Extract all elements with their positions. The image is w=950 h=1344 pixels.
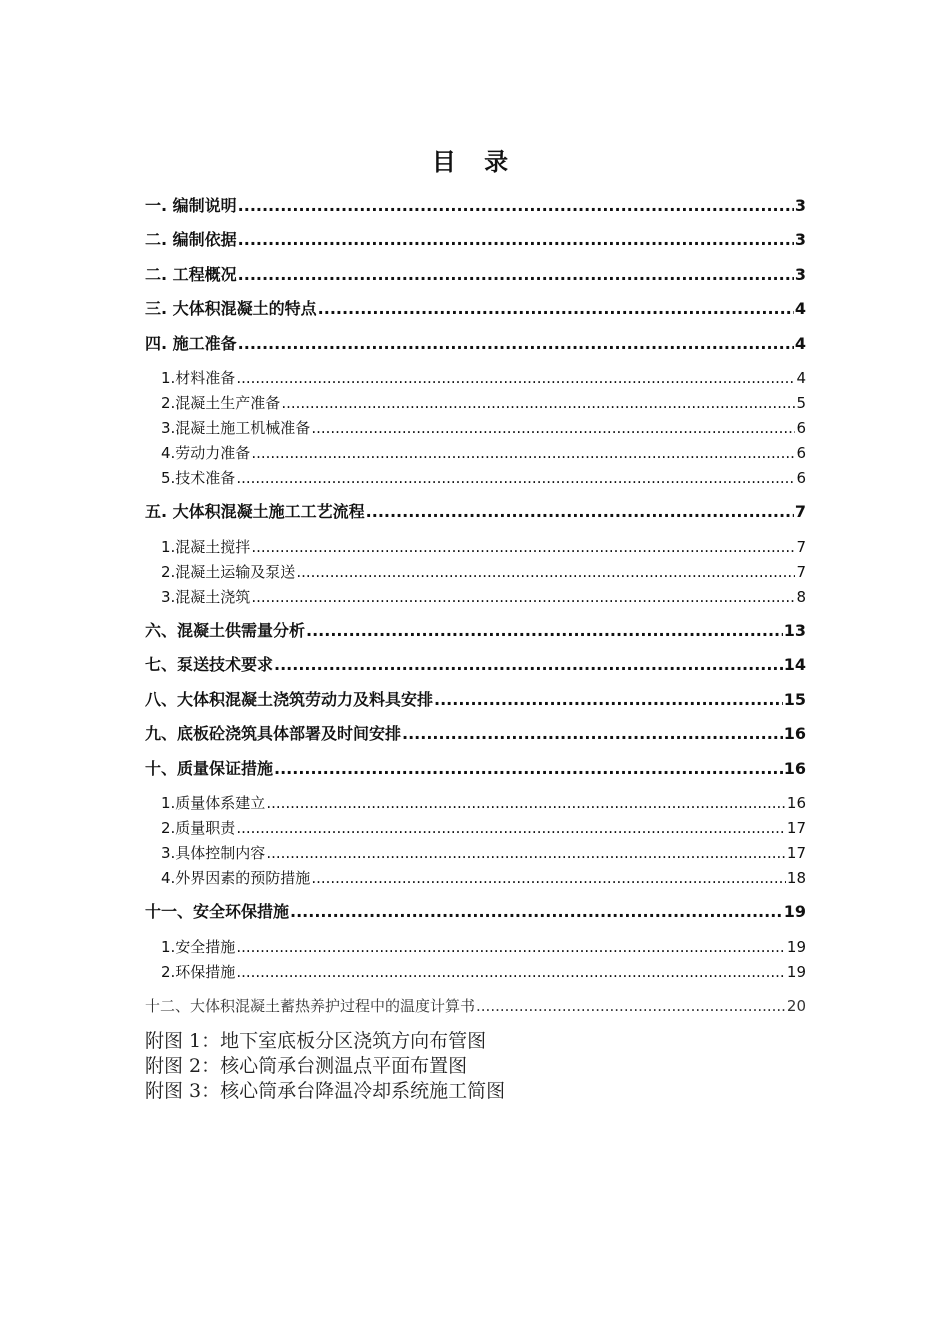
toc-entry-page: 19 xyxy=(786,963,806,981)
toc-entry-label: 1.安全措施 xyxy=(161,938,236,956)
toc-entry-label: 1.质量体系建立 xyxy=(161,794,266,812)
toc-entry-label: 二. 编制依据 xyxy=(145,230,237,249)
toc-leader-dots xyxy=(236,468,795,488)
toc-entry-page: 6 xyxy=(796,419,806,437)
toc-entry[interactable] xyxy=(145,621,806,641)
toc-entry-page: 19 xyxy=(786,938,806,956)
toc-leader-dots xyxy=(306,621,783,641)
toc-entry-label: 2.环保措施 xyxy=(161,963,236,981)
toc-entry-label: 九、底板砼浇筑具体部署及时间安排 xyxy=(145,724,402,743)
toc-subentry[interactable] xyxy=(161,443,806,463)
toc-leader-dots xyxy=(434,690,783,710)
toc-leader-dots xyxy=(236,818,786,838)
toc-subentry[interactable] xyxy=(161,393,806,413)
toc-entry[interactable] xyxy=(145,690,806,710)
toc-leader-dots xyxy=(274,759,783,779)
toc-entry[interactable] xyxy=(145,196,806,216)
toc-leader-dots xyxy=(251,537,795,557)
toc-entry-page: 16 xyxy=(783,759,806,778)
toc-entry-page: 3 xyxy=(794,265,806,284)
toc-entry-page: 17 xyxy=(786,844,806,862)
toc-entry-page: 19 xyxy=(783,902,806,921)
toc-entry-page: 20 xyxy=(786,997,806,1015)
toc-entry-page: 4 xyxy=(794,299,806,318)
toc-entry-label: 八、大体积混凝土浇筑劳动力及料具安排 xyxy=(145,690,434,709)
toc-subentry[interactable] xyxy=(161,868,806,888)
toc-entry-label: 四. 施工准备 xyxy=(145,334,237,353)
toc-entry[interactable] xyxy=(145,265,806,285)
toc-entry-label: 十二、大体积混凝土蓄热养护过程中的温度计算书 xyxy=(145,997,476,1015)
appendix-item: 附图 1：地下室底板分区浇筑方向布管图 xyxy=(145,1030,487,1052)
toc-entry-page: 14 xyxy=(783,655,806,674)
toc-leader-dots xyxy=(236,368,795,388)
toc-entry-page: 13 xyxy=(783,621,806,640)
toc-entry-label: 1.混凝土搅拌 xyxy=(161,538,251,556)
toc-leader-dots xyxy=(274,655,783,675)
toc-leader-dots xyxy=(311,868,786,888)
toc-subentry[interactable] xyxy=(161,562,806,582)
toc-entry[interactable] xyxy=(145,759,806,779)
toc-entry[interactable] xyxy=(145,299,806,319)
toc-leader-dots xyxy=(366,502,794,522)
toc-entry[interactable] xyxy=(145,724,806,744)
toc-entry-page: 16 xyxy=(783,724,806,743)
toc-subentry[interactable] xyxy=(161,962,806,982)
toc-entry-label: 3.混凝土浇筑 xyxy=(161,588,251,606)
toc-entry[interactable] xyxy=(145,230,806,250)
toc-leader-dots xyxy=(251,587,795,607)
toc-entry-label: 3.混凝土施工机械准备 xyxy=(161,419,311,437)
toc-entry-page: 8 xyxy=(796,588,806,606)
toc-leader-dots xyxy=(476,996,786,1016)
toc-entry-label: 2.混凝土生产准备 xyxy=(161,394,281,412)
toc-leader-dots xyxy=(236,962,786,982)
toc-leader-dots xyxy=(290,902,783,922)
toc-entry[interactable] xyxy=(145,655,806,675)
toc-entry-page: 5 xyxy=(796,394,806,412)
toc-entry-label: 三. 大体积混凝土的特点 xyxy=(145,299,317,318)
toc-entry-page: 6 xyxy=(796,469,806,487)
toc-leader-dots xyxy=(236,937,786,957)
appendix-item: 附图 2：核心筒承台测温点平面布置图 xyxy=(145,1055,468,1077)
toc-entry[interactable] xyxy=(145,502,806,522)
toc-subentry[interactable] xyxy=(161,818,806,838)
toc-leader-dots xyxy=(266,843,786,863)
toc-entry-label: 二. 工程概况 xyxy=(145,265,237,284)
toc-entry-page: 18 xyxy=(786,869,806,887)
toc-entry-page: 7 xyxy=(796,563,806,581)
appendix-item: 附图 3：核心筒承台降温冷却系统施工简图 xyxy=(145,1080,506,1102)
toc-subentry[interactable] xyxy=(161,843,806,863)
toc-entry-label: 七、泵送技术要求 xyxy=(145,655,274,674)
toc-subentry[interactable] xyxy=(161,793,806,813)
toc-entry-page: 7 xyxy=(796,538,806,556)
toc-leader-dots xyxy=(266,793,786,813)
toc-leader-dots xyxy=(402,724,783,744)
toc-subentry[interactable] xyxy=(161,468,806,488)
toc-leader-dots xyxy=(238,230,794,250)
toc-entry-label: 2.质量职责 xyxy=(161,819,236,837)
toc-subentry[interactable] xyxy=(161,368,806,388)
toc-entry-page: 17 xyxy=(786,819,806,837)
toc-entry-page: 16 xyxy=(786,794,806,812)
toc-leader-dots xyxy=(238,265,794,285)
toc-subentry[interactable] xyxy=(161,587,806,607)
toc-subentry[interactable] xyxy=(161,937,806,957)
toc-leader-dots xyxy=(238,196,794,216)
toc-entry-label: 十一、安全环保措施 xyxy=(145,902,290,921)
toc-entry-page: 3 xyxy=(794,230,806,249)
toc-entry-label: 3.具体控制内容 xyxy=(161,844,266,862)
toc-entry[interactable] xyxy=(145,334,806,354)
toc-entry-label: 5.技术准备 xyxy=(161,469,236,487)
toc-entry-label: 4.外界因素的预防措施 xyxy=(161,869,311,887)
toc-entry-label: 1.材料准备 xyxy=(161,369,236,387)
toc-entry-page: 4 xyxy=(794,334,806,353)
toc-entry-page: 7 xyxy=(794,502,806,521)
toc-subentry[interactable] xyxy=(161,537,806,557)
toc-entry-page: 15 xyxy=(783,690,806,709)
toc-entry-label: 4.劳动力准备 xyxy=(161,444,251,462)
toc-entry-page: 6 xyxy=(796,444,806,462)
toc-entry-page: 3 xyxy=(794,196,806,215)
toc-entry-label: 2.混凝土运输及泵送 xyxy=(161,563,296,581)
toc-leader-dots xyxy=(311,418,795,438)
toc-entry-label: 六、混凝土供需量分析 xyxy=(145,621,306,640)
toc-entry[interactable] xyxy=(145,902,806,922)
toc-subentry[interactable] xyxy=(161,418,806,438)
toc-entry[interactable] xyxy=(145,996,806,1016)
toc-leader-dots xyxy=(238,334,794,354)
toc-leader-dots xyxy=(251,443,795,463)
toc-entry-label: 十、质量保证措施 xyxy=(145,759,274,778)
toc-leader-dots xyxy=(318,299,794,319)
toc-leader-dots xyxy=(296,562,795,582)
toc-leader-dots xyxy=(281,393,795,413)
toc-entry-label: 五. 大体积混凝土施工工艺流程 xyxy=(145,502,365,521)
toc-entry-label: 一. 编制说明 xyxy=(145,196,237,215)
toc-entry-page: 4 xyxy=(796,369,806,387)
toc-title: 目 录 xyxy=(431,147,519,176)
